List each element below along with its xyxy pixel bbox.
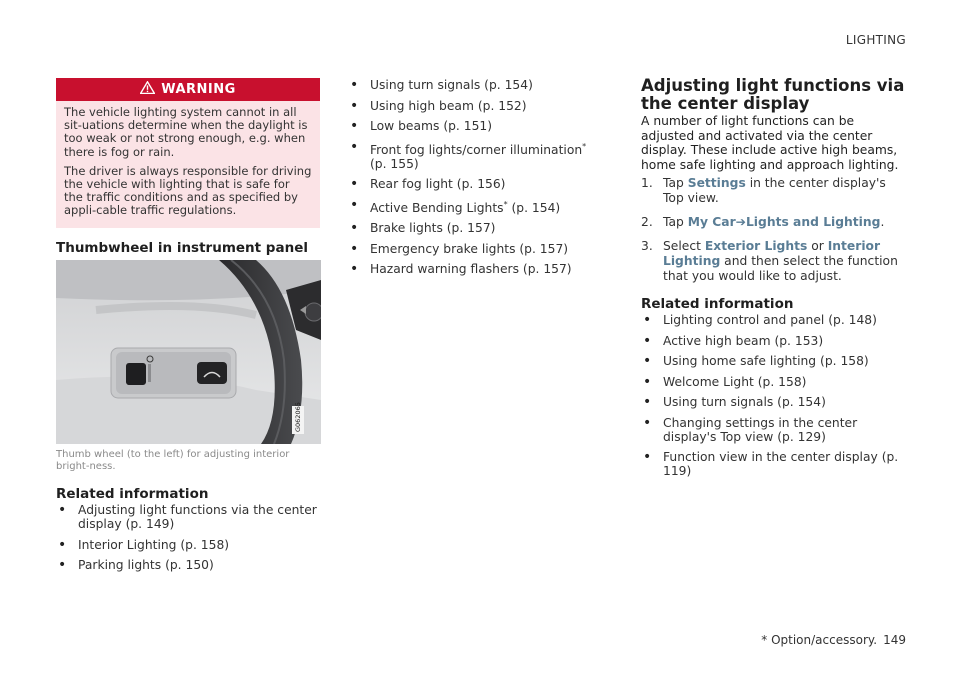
- related-info-list-right: [641, 313, 909, 485]
- step-item: [641, 239, 909, 284]
- image-code: G062065: [294, 402, 302, 432]
- related-link[interactable]: • Emergency brake lights (p. 157): [348, 242, 588, 256]
- related-link-text: Active Bending Lights: [370, 200, 504, 215]
- related-info-heading-right: Related information: [641, 296, 794, 312]
- related-link[interactable]: • Adjusting light functions via the center display (p. 149): [56, 503, 326, 531]
- steps-list: [641, 176, 909, 293]
- step-text: Select: [663, 239, 705, 253]
- related-link-page: (p. 154): [511, 200, 561, 215]
- step-text: Tap: [663, 215, 688, 229]
- step-item: [641, 215, 909, 230]
- related-link-text: Front fog lights/corner illumination: [370, 142, 583, 157]
- related-link[interactable]: • Using turn signals (p. 154): [348, 78, 588, 92]
- interior-lighting-ui-label: Interior Lighting: [663, 239, 881, 268]
- lights-and-lighting-ui-label: Lights and Lighting: [745, 215, 881, 229]
- page-footer: [761, 633, 906, 647]
- related-link[interactable]: • Using high beam (p. 152): [348, 99, 588, 113]
- step-text: in the center display's Top view.: [663, 176, 886, 205]
- related-link[interactable]: • Rear fog light (p. 156): [348, 177, 588, 191]
- option-asterisk: *: [503, 199, 508, 209]
- arrow-right-icon: ➔: [735, 215, 746, 229]
- related-link[interactable]: • Hazard warning flashers (p. 157): [348, 262, 588, 276]
- warning-header: [56, 78, 320, 101]
- photo-caption: Thumb wheel (to the left) for adjusting interior bright-ness.: [56, 449, 290, 472]
- warning-paragraph: The driver is always responsible for driving the vehicle with lighting that is safe for the traffic conditions and as specified by appli-cable traffic regulations.: [64, 163, 312, 218]
- related-link[interactable]: • Changing settings in the center display's Top view (p. 129): [641, 416, 909, 444]
- exterior-lights-ui-label: Exterior Lights: [704, 239, 808, 253]
- related-info-heading-left: Related information: [56, 486, 209, 502]
- step-text: Tap: [663, 176, 688, 190]
- related-link[interactable]: • Low beams (p. 151): [348, 119, 588, 133]
- related-link[interactable]: • Using turn signals (p. 154): [641, 395, 909, 409]
- related-link[interactable]: • Using home safe lighting (p. 158): [641, 354, 909, 368]
- settings-ui-label: Settings: [687, 176, 746, 190]
- warning-title: WARNING: [161, 82, 236, 97]
- related-link[interactable]: • Interior Lighting (p. 158): [56, 538, 326, 552]
- warning-paragraph: The vehicle lighting system cannot in all sit-uations determine when the daylight is too weak or not strong enough, e.g. when there is fog or rain.: [64, 105, 308, 159]
- thumbwheel-heading: Thumbwheel in instrument panel: [56, 240, 308, 256]
- option-asterisk: *: [582, 141, 587, 151]
- related-link[interactable]: [348, 198, 588, 215]
- related-link[interactable]: • Parking lights (p. 150): [56, 558, 326, 572]
- step-number: 1.: [641, 176, 653, 190]
- footnote: * Option/accessory.: [761, 633, 878, 647]
- related-info-list-left: [56, 503, 326, 579]
- warning-box: [56, 78, 320, 228]
- step-text: or: [807, 239, 828, 253]
- middle-related-list: [348, 78, 588, 283]
- step-number: 2.: [641, 215, 653, 229]
- step-text: and then select the function that you would like to adjust.: [663, 254, 898, 283]
- related-link[interactable]: • Function view in the center display (p. 119): [641, 450, 909, 478]
- step-item: [641, 176, 909, 206]
- related-link-page: (p. 155): [370, 156, 419, 171]
- page-number: 149: [883, 633, 906, 647]
- related-link[interactable]: • Welcome Light (p. 158): [641, 375, 909, 389]
- section-header: LIGHTING: [845, 33, 906, 47]
- my-car-ui-label: My Car: [687, 215, 736, 229]
- instrument-panel-photo: [56, 260, 321, 444]
- related-link[interactable]: [348, 140, 588, 171]
- related-link[interactable]: • Active high beam (p. 153): [641, 334, 909, 348]
- step-number: 3.: [641, 239, 653, 253]
- related-link[interactable]: • Brake lights (p. 157): [348, 221, 588, 235]
- section-title: Adjusting light functions via the center display: [641, 76, 905, 113]
- related-link[interactable]: • Lighting control and panel (p. 148): [641, 313, 909, 327]
- intro-paragraph: A number of light functions can be adjusted and activated via the center display. These include active high beams, home safe lighting and approach lighting.: [641, 114, 899, 172]
- step-text: .: [880, 215, 885, 229]
- warning-triangle-icon: [140, 81, 155, 98]
